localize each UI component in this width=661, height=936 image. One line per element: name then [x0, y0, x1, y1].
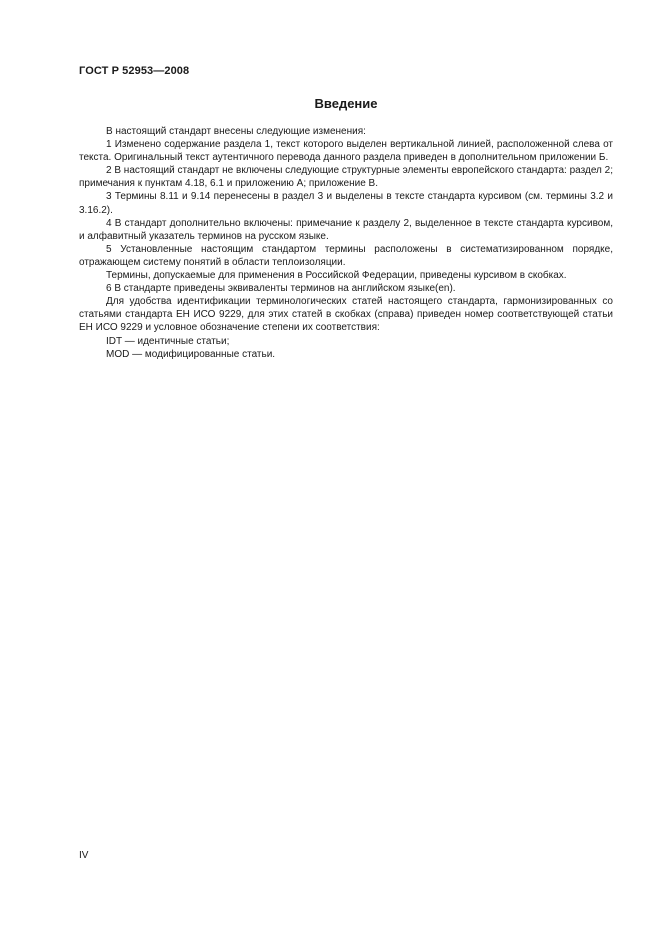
paragraph-mod: MOD — модифицированные статьи. [106, 348, 276, 360]
paragraph-item-1: 1 Изменено содержание раздела 1, текст которого выделен вертикальной линией, расположенной слева от текста. Оригинальный текст аутентичного перевода данного раздела приведен в дополнительном приложении Б. [79, 139, 613, 164]
paragraph-idt: IDT — идентичные статьи; [106, 335, 230, 347]
paragraph-item-6: 6 В стандарте приведены эквиваленты терминов на английском языке(en). [106, 283, 456, 295]
paragraph-intro: В настоящий стандарт внесены следующие изменения: [106, 126, 366, 137]
introduction-body [79, 125, 613, 361]
paragraph-identification: Для удобства идентификации терминологических статей настоящего стандарта, гармонизированных со статьями стандарта ЕН ИСО 9229, для этих статей в скобках (справа) приведен номер соответствующей статьи ЕН ИСО 9229 и условное обозначение степени их соответствия: [79, 296, 613, 334]
paragraph-item-5: 5 Установленные настоящим стандартом термины расположены в систематизированном порядке, отражающем систему понятий в области теплоизоляции. [79, 243, 613, 268]
section-title: Введение [314, 96, 378, 111]
paragraph-item-3: 3 Термины 8.11 и 9.14 перенесены в раздел 3 и выделены в тексте стандарта курсивом (см. термины 3.2 и 3.16.2). [79, 191, 613, 216]
paragraph-item-2: 2 В настоящий стандарт не включены следующие структурные элементы европейского стандарта: раздел 2; примечания к пунктам 4.18, 6.1 и приложению А; приложение В. [79, 165, 613, 190]
paragraph-terms-note: Термины, допускаемые для применения в Российской Федерации, приведены курсивом в скобках. [106, 270, 567, 282]
paragraph-item-4: 4 В стандарт дополнительно включены: примечание к разделу 2, выделенное в тексте стандарта курсивом, и алфавитный указатель терминов на русском языке. [79, 217, 613, 242]
standard-code-header: ГОСТ Р 52953—2008 [79, 65, 190, 77]
page-number: IV [79, 850, 89, 861]
